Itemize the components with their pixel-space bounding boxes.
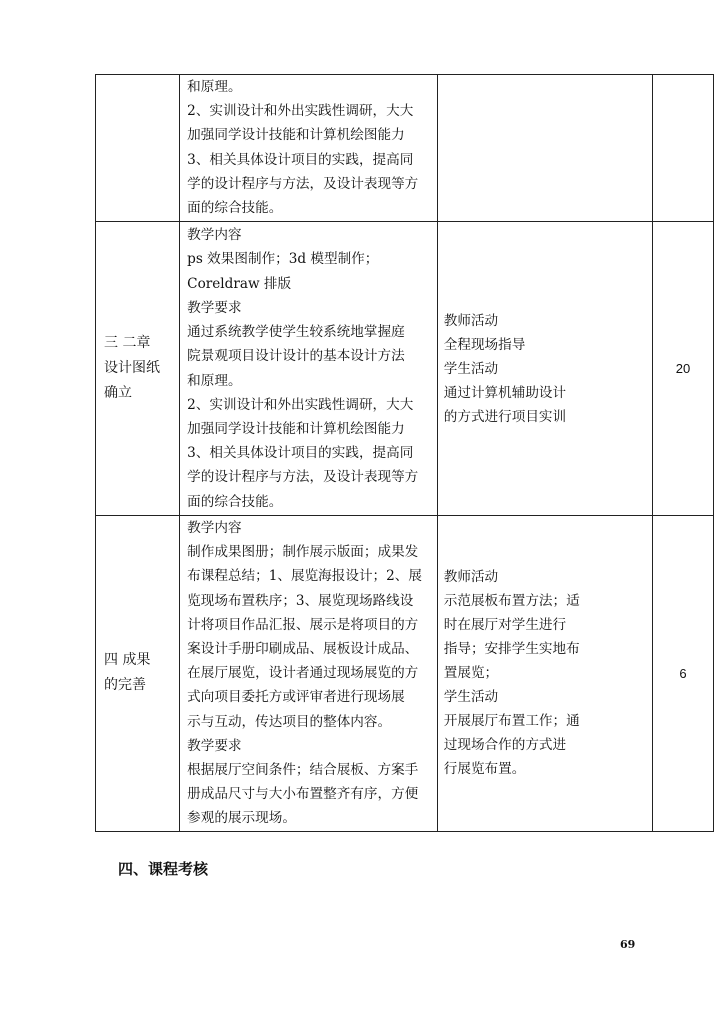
chapter-cell (96, 516, 180, 832)
content-line: 式向项目委托方或评审者进行现场展 (187, 689, 405, 706)
content-line: 计将项目作品汇报、展示是将项目的方 (187, 616, 419, 633)
content-line: Coreldraw 排版 (187, 275, 292, 292)
content-line: 学的设计程序与方法，及设计表现等方 (187, 175, 419, 192)
content-line: 览现场布置秩序；3、展览现场路线设 (187, 592, 414, 609)
chapter-line: 四 成果 (104, 652, 151, 669)
content-line: 2、实训设计和外出实践性调研，大大 (187, 103, 414, 120)
content-line: 案设计手册印刷成品、展板设计成品、 (187, 641, 419, 658)
content-line: 2、实训设计和外出实践性调研，大大 (187, 396, 414, 413)
section-heading: 四、课程考核 (118, 860, 209, 878)
method-line: 示范展板布置方法；适 (443, 593, 580, 610)
method-line: 学生活动 (443, 689, 499, 706)
hours-cell (652, 75, 713, 222)
method-line: 指导；安排学生实地布 (443, 641, 580, 658)
method-cell (437, 516, 652, 832)
content-line: ps 效果图制作；3d 模型制作； (187, 251, 379, 268)
course-schedule-table (95, 74, 714, 832)
method-cell (437, 75, 652, 222)
table-row (96, 75, 714, 222)
content-line: 制作成果图册；制作展示版面；成果发 (187, 544, 419, 561)
content-cell (180, 516, 438, 832)
content-line: 册成品尺寸与大小布置整齐有序，方便 (187, 786, 419, 803)
chapter-line: 设计图纸 (104, 360, 160, 376)
method-line: 时在展厅对学生进行 (443, 617, 567, 634)
method-line: 开展展厅布置工作；通 (443, 713, 580, 730)
method-line: 通过计算机辅助设计 (443, 384, 567, 401)
method-line: 学生活动 (443, 360, 499, 377)
method-line: 全程现场指导 (443, 336, 526, 353)
content-line: 在展厅展览，设计者通过现场展览的方 (187, 665, 419, 682)
content-line: 院景观项目设计设计的基本设计方法 (187, 348, 405, 365)
content-line: 根据展厅空间条件；结合展板、方案手 (187, 762, 419, 779)
method-line: 的方式进行项目实训 (443, 408, 567, 425)
content-line: 教学内容 (187, 520, 242, 536)
method-line: 教师活动 (443, 569, 499, 586)
content-line: 教学内容 (187, 227, 242, 244)
content-line: 面的综合技能。 (187, 200, 283, 217)
content-line: 教学要求 (187, 737, 242, 754)
table-row (96, 516, 714, 832)
content-line: 布课程总结；1、展览海报设计；2、展 (187, 568, 422, 585)
chapter-line: 确立 (104, 385, 132, 401)
content-cell (180, 75, 438, 222)
hours-cell: 6 (652, 516, 713, 832)
table-row (96, 222, 714, 516)
content-line: 和原理。 (187, 372, 242, 389)
content-line: 面的综合技能。 (187, 493, 283, 510)
method-line: 置展览； (443, 665, 499, 682)
method-cell (437, 222, 652, 516)
chapter-line: 三 二章 (104, 335, 151, 351)
hours-cell: 20 (652, 222, 713, 516)
chapter-cell (96, 75, 180, 222)
content-line: 加强同学设计技能和计算机绘图能力 (187, 420, 405, 437)
content-line: 3、相关具体设计项目的实践，提高同 (187, 151, 414, 168)
chapter-cell (96, 222, 180, 516)
content-line: 示与互动，传达项目的整体内容。 (187, 713, 392, 730)
method-line: 行展览布置。 (443, 761, 526, 778)
content-line: 学的设计程序与方法，及设计表现等方 (187, 469, 419, 486)
content-line: 通过系统教学使学生较系统地掌握庭 (187, 324, 405, 341)
method-line: 过现场合作的方式进 (443, 737, 567, 754)
content-line: 和原理。 (187, 79, 242, 95)
content-line: 3、相关具体设计项目的实践，提高同 (187, 445, 414, 462)
page-number: 69 (620, 938, 636, 951)
chapter-line: 的完善 (104, 677, 146, 694)
content-cell (180, 222, 438, 516)
content-line: 教学要求 (187, 299, 242, 316)
content-line: 加强同学设计技能和计算机绘图能力 (187, 127, 405, 144)
content-line: 参观的展示现场。 (187, 810, 296, 827)
method-line: 教师活动 (443, 312, 499, 329)
